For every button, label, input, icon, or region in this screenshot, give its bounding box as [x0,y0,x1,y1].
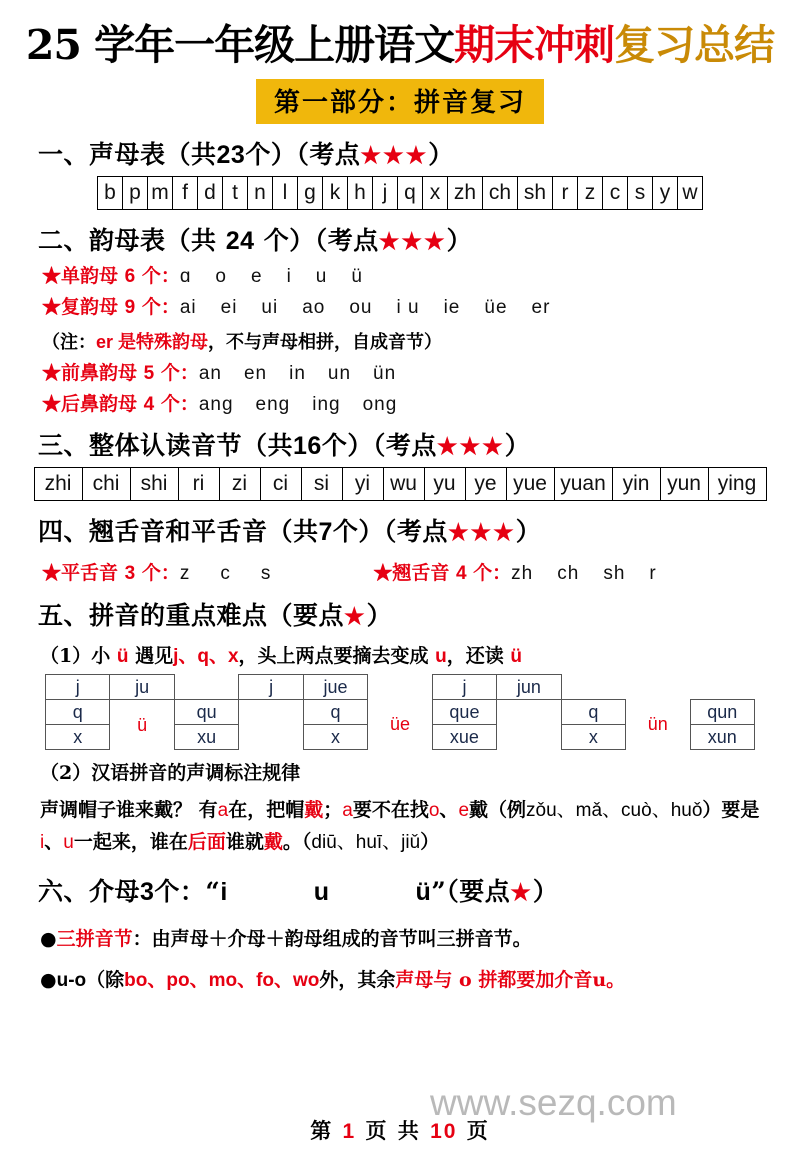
tone-rule-segment: ） [420,831,440,854]
shengmu-cell: h [348,177,373,210]
shengmu-cell: m [148,177,173,210]
zhengti-cell: zhi [34,468,82,501]
qianbi-label-pre: ★前鼻韵母 [42,361,144,384]
letter-item: ui [261,296,279,318]
letter-item: ie [443,296,461,318]
rule-u-d: ，还读 [446,645,511,668]
footer-mid2: 页 [466,1118,490,1143]
zhengti-cell: zi [219,468,260,501]
u-umlaut-cell: q [561,700,625,725]
er-note [42,328,776,354]
heading-yunmu-count: 24 [225,227,255,256]
u-umlaut-spacer-cell [497,725,561,750]
bullet-uo-b2: 外，其余 [319,968,396,991]
tone-rule-segment: diū、huī、jiǔ [311,832,421,854]
letter-item: ai [179,296,197,318]
u-umlaut-cell: q [46,700,110,725]
u-umlaut-table-body [46,675,755,750]
houbi-letters [199,394,419,415]
zhengti-cell: ying [708,468,766,501]
danyunmu-label [42,265,180,287]
tone-rule-segment: e [458,800,470,822]
pingshe-letters [180,563,302,584]
danyunmu-count: 6 [124,266,136,288]
page-footer [0,1115,800,1145]
letter-item: i u [396,296,420,318]
shengmu-cell: w [678,177,703,210]
tone-rule-segment: 要不在找 [352,799,429,822]
tone-rule-segment: a [217,800,229,822]
jiemu-vowel-umlaut: ü [415,877,432,906]
letter-item: en [243,362,268,384]
shengmu-cell: z [578,177,603,210]
u-umlaut-cell: x [561,725,625,750]
tone-rule-segment: 在，把帽 [228,799,305,822]
danyunmu-label-pre: ★单韵母 [42,265,125,288]
shengmu-cell: c [603,177,628,210]
u-umlaut-spacer-cell [239,725,303,750]
footer-total-pages: 10 [430,1120,458,1143]
danyunmu-row [42,266,776,288]
heading-shengmu-count: 23 [216,141,246,170]
houbi-label-post: 个： [154,392,199,415]
pingshe-label-pre: ★平舌音 [42,562,125,585]
bullet-uo [40,965,776,992]
letter-item: z [179,563,191,585]
heading-shengmu-pre: 一、声母表（共 [38,140,217,170]
section-banner-wrap [24,79,776,124]
tone-rule-segment: o [428,800,440,822]
qianbi-label-post: 个： [154,361,199,384]
u-umlaut-cell: xue [432,725,496,750]
heading-shengmu-end: ） [428,140,454,170]
rule-u-umlaut [40,641,776,668]
qianbi-label [42,362,199,384]
fuyunmu-row [42,297,776,319]
letter-item: üe [484,296,508,318]
letter-item: un [327,362,352,384]
u-umlaut-merged-label: üe [368,700,432,750]
u-umlaut-spacer-cell [497,700,561,725]
zhengti-cell: ci [260,468,301,501]
heading-shetou-pre: 四、翘舌音和平舌音（共 [38,517,319,547]
zhengti-cell: wu [383,468,424,501]
heading-zhengti-count: 16 [293,432,322,461]
tone-rule-segment: 、 [439,799,459,822]
rule-u-b: 遇见 [128,645,174,668]
u-umlaut-cell: que [432,700,496,725]
u-umlaut-cell: q [303,700,367,725]
heading-yunmu-pre: 二、韵母表（共 [38,226,226,256]
shengmu-cell: t [223,177,248,210]
letter-item: ong [362,393,398,415]
title-part-black: 25 学年一年级上册语文 [25,21,455,69]
shengmu-cell: g [298,177,323,210]
fuyunmu-label [42,296,180,318]
heading-zhongdian-text: 五、拼音的重点难点（要点 [38,601,345,631]
bullet-sanpin [40,924,776,951]
qiaoshe-label-pre: ★翘舌音 [373,562,456,585]
zhengti-cell: chi [82,468,130,501]
page-title [24,21,776,69]
er-note-rest: ，不与声母相拼，自成音节） [208,331,443,353]
heading-zhongdian [38,596,776,632]
zhengti-cell: yun [660,468,708,501]
qiaoshe-label-post: 个： [466,562,512,585]
fuyunmu-count: 9 [124,296,136,318]
letter-item: ü [351,266,363,288]
qianbi-count: 5 [143,362,155,384]
tone-rule-segment: 谁就 [225,831,264,854]
letter-item: ou [349,296,373,318]
qiaoshe-label [373,562,511,584]
letter-item: er [531,296,551,318]
heading-yunmu [38,221,776,257]
qiaoshe-letters [511,563,681,584]
zhengti-cell: si [301,468,342,501]
tone-rule-segment: zǒu、mǎ、cuò、huǒ [526,800,703,822]
u-umlaut-cell: x [46,725,110,750]
star-rating-icon: ★★★ [447,519,516,547]
shengmu-cell: l [273,177,298,210]
zhengti-cell: yin [612,468,660,501]
letter-item: r [649,563,657,585]
letter-item: ei [220,296,238,318]
letter-item: c [220,563,231,585]
zhengti-table [34,467,767,501]
bullet-uo-red-tail: 声母与 o 拼都要加介音u。 [395,968,626,991]
star-rating-icon: ★ [344,603,367,631]
tone-rule-paragraph [40,795,776,859]
tone-rule-segment: 声调帽子谁来戴？ 有 [40,799,218,822]
heading-zhongdian-end: ） [366,601,393,631]
danyunmu-label-post: 个： [135,265,180,288]
footer-pre: 第 [310,1118,334,1143]
shengmu-cell: zh [448,177,483,210]
heading-shetou [38,512,776,548]
u-umlaut-table [45,674,755,750]
qianbi-letters [199,363,418,384]
rule-u-c: ，头上两点要摘去变成 [238,645,436,668]
u-umlaut-cell: ju [110,675,174,700]
heading-zhengti-end: ） [504,431,531,461]
rule-u-umlaut-read: ü [510,646,522,668]
u-umlaut-merged-label: ün [626,700,690,750]
bullet-dot-icon: ● [40,927,57,950]
pingshe-label [42,562,180,584]
fuyunmu-letters [180,297,575,318]
letter-item: e [250,266,263,288]
u-umlaut-cell: jun [497,675,561,700]
tone-rule-title-text: （2）汉语拼音的声调标注规律 [40,762,301,785]
zhengti-cell: yi [342,468,383,501]
shengmu-cell: p [123,177,148,210]
heading-shetou-mid: 个）（考点 [332,517,448,547]
shengmu-cell: b [98,177,123,210]
u-umlaut-cell: xu [174,725,238,750]
heading-jiemu-q: ”（要点 [431,876,511,906]
qianbi-row [42,363,776,385]
heading-zhengti [38,426,776,462]
heading-yunmu-end: ） [446,226,473,256]
rule-u-plain: u [435,646,447,668]
tone-rule-segment: u [63,832,74,854]
shengmu-cell: y [653,177,678,210]
pingshe-label-post: 个： [135,562,180,585]
u-umlaut-cell: j [46,675,110,700]
houbi-count: 4 [143,393,155,415]
document-page [0,21,800,1155]
houbi-row [42,394,776,416]
bullet-sanpin-black: ：由声母＋介母＋韵母组成的音节叫三拼音节。 [132,927,532,950]
rule-u-a: （1）小 [40,645,117,668]
tone-rule-segment: 后面 [187,831,226,854]
star-rating-icon: ★★★ [360,142,429,170]
shengmu-cell: s [628,177,653,210]
title-part-red: 期末冲刺 [454,21,615,69]
shengmu-cell: n [248,177,273,210]
tone-rule-segment: a [342,800,353,822]
shengmu-cell: r [553,177,578,210]
zhengti-cell: yu [424,468,465,501]
letter-item: ing [312,393,341,415]
tone-rule-segment: ）要是 [702,799,760,822]
letter-item: ch [557,563,580,585]
shengmu-cell: f [173,177,198,210]
tone-rule-segment: 戴 [304,799,324,822]
tone-rule-segment: 、 [44,831,64,854]
u-umlaut-cell: j [432,675,496,700]
heading-zhengti-pre: 三、整体认读音节（共 [38,431,294,461]
er-note-red: er 是特殊韵母 [96,331,209,352]
zhengti-cell: yuan [554,468,612,501]
houbi-label-pre: ★后鼻韵母 [42,392,144,415]
shetou-rows [42,558,776,585]
er-note-open: （注： [42,331,96,353]
bullet-uo-exceptions: bo、po、mo、fo、wo [124,969,320,991]
u-umlaut-cell: qu [174,700,238,725]
zhengti-cell: ri [178,468,219,501]
tone-rule-segment: 戴 [263,831,283,854]
tone-rule-segment: i [40,832,45,854]
pingshe-count: 3 [124,563,136,585]
letter-item: sh [603,563,626,585]
heading-jiemu [38,872,776,908]
letter-item: in [289,362,306,384]
bullet-uo-pinyin: u-o [56,969,87,991]
heading-zhengti-mid: 个）（考点 [321,431,437,461]
letter-item: u [315,266,328,288]
letter-item: ang [198,393,234,415]
heading-shengmu-mid: 个）（考点 [245,140,361,170]
shengmu-cell: sh [518,177,553,210]
tone-rule-title [40,758,776,785]
heading-yunmu-mid: 个）（考点 [254,226,379,256]
heading-jiemu-end: ） [532,876,559,906]
houbi-label [42,393,199,415]
letter-item: i [286,266,292,288]
zhengti-cell: shi [130,468,178,501]
star-rating-icon: ★★★ [378,228,447,256]
shengmu-cell: q [398,177,423,210]
shengmu-cell: x [423,177,448,210]
zhengti-cell: ye [465,468,506,501]
jiemu-vowel-u: u [313,877,330,906]
shengmu-cell: k [323,177,348,210]
zhengti-cell: yue [506,468,554,501]
table-row [98,177,703,210]
title-part-gold: 复习总结 [614,21,775,69]
letter-item: s [260,563,272,585]
watermark: www.sezq.com [430,1082,677,1123]
u-umlaut-cell: jue [303,675,367,700]
heading-jiemu-count: 3 [140,877,155,906]
u-umlaut-cell: xun [690,725,754,750]
letter-item: zh [511,563,534,585]
rule-u-umlaut-char: ü [116,646,129,668]
star-rating-icon: ★ [510,878,533,906]
shengmu-cell: ch [483,177,518,210]
fuyunmu-label-pre: ★复韵母 [42,295,125,318]
shengmu-cell: d [198,177,223,210]
table-row [46,675,755,700]
rule-u-jqx: j、q、x [173,646,239,668]
tone-rule-segment: ； [323,799,343,822]
shengmu-table [97,176,703,210]
u-umlaut-spacer-cell [174,675,238,700]
tone-rule-segment: 戴（例 [469,799,527,822]
letter-item: ɑ [179,266,192,288]
bullet-uo-b1: （除 [86,968,125,991]
shengmu-cell: j [373,177,398,210]
heading-shetou-count: 7 [318,518,333,547]
footer-page-number: 1 [342,1120,357,1143]
heading-jiemu-pre: 六、介母 [38,876,141,906]
u-umlaut-merged-label: ü [110,700,174,750]
letter-item: an [198,362,222,384]
letter-item: o [215,266,227,288]
fuyunmu-label-post: 个： [135,295,180,318]
bullet-dot-icon: ● [40,968,57,991]
section-banner: 第一部分：拼音复习 [256,79,544,124]
u-umlaut-spacer-cell [368,675,432,700]
jiemu-vowel-i: i [220,877,228,906]
u-umlaut-cell: qun [690,700,754,725]
heading-shetou-end: ） [515,517,542,547]
letter-item: eng [255,393,291,415]
table-row [34,468,766,501]
u-umlaut-cell: j [239,675,303,700]
tone-rule-segment: 。（ [282,831,312,854]
table-row [46,700,755,725]
u-umlaut-cell: x [303,725,367,750]
qiaoshe-count: 4 [455,563,467,585]
bullet-sanpin-red: 三拼音节 [56,927,133,950]
star-rating-icon: ★★★ [436,433,505,461]
footer-mid1: 页 共 [365,1118,421,1143]
letter-item: ao [302,296,326,318]
danyunmu-letters [180,266,387,287]
tone-rule-segment: 一起来，谁在 [73,831,188,854]
u-umlaut-spacer-cell [239,700,303,725]
letter-item: ün [373,362,397,384]
heading-shengmu [38,135,776,171]
heading-jiemu-mid: 个：“ [154,876,221,906]
